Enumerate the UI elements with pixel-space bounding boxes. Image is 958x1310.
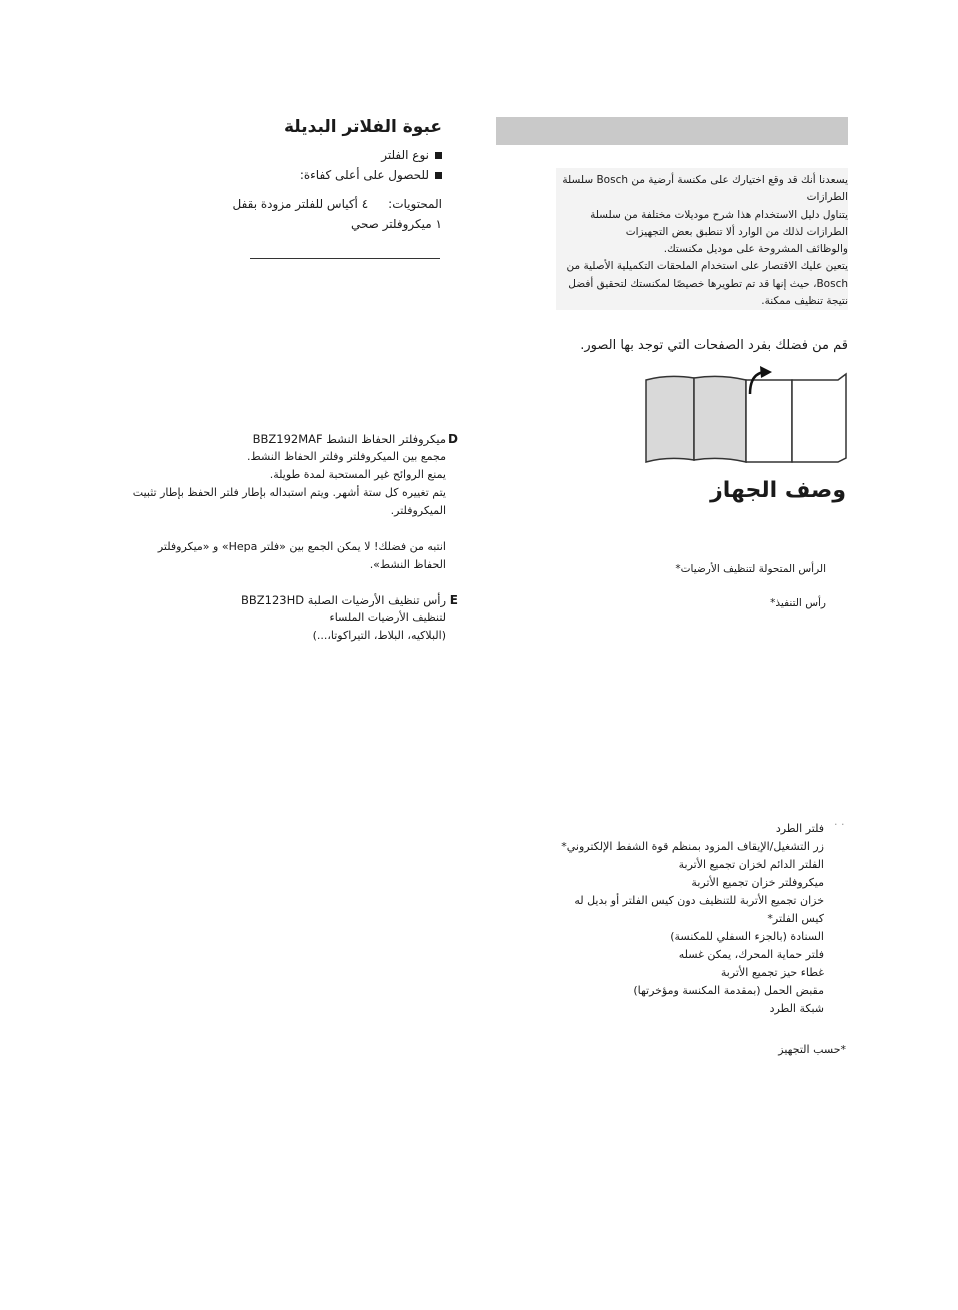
accessory-item-d	[110, 430, 458, 520]
contents-line: ٤ أكياس للفلتر مزودة بقفل	[232, 197, 369, 211]
parts-list	[500, 820, 824, 1018]
intro-line: الطرازات	[806, 191, 848, 204]
intro-line: يسعدنا أنك قد وقع اختيارك على مكنسة أرضية من Bosch سلسلة	[562, 174, 848, 186]
parts-list-item: الفلتر الدائم لخزان تجميع الأتربة	[678, 858, 824, 871]
note-line: الحفاظ النشط».	[369, 558, 446, 571]
item-line: مجمع بين الميكروفلتر وفلتر الحفاظ النشط.	[247, 450, 446, 463]
square-bullet-icon	[435, 152, 442, 159]
intro-line: Bosch، حيث إنها قد تم تطويرها خصيصًا لمكنستك لتحقيق أفضل	[568, 277, 848, 290]
intro-paragraph	[560, 172, 848, 310]
parts-list-item: كيس الفلتر*	[767, 912, 824, 925]
intro-line: يتناول دليل الاستخدام هذا شرح موديلات مختلفة من سلسلة	[590, 208, 848, 221]
page-right-1	[746, 380, 792, 462]
item-line: يمنع الروائح غير المستحبة لمدة طويلة.	[269, 468, 446, 481]
bullet-text: نوع الفلتر	[381, 148, 429, 162]
intro-line: والوظائف المشروحة على موديل مكنستك.	[663, 243, 848, 256]
section-header-bar	[496, 117, 848, 145]
item-line: لتنظيف الأرضيات الملساء	[329, 611, 446, 624]
page-middle-shaded	[694, 376, 746, 462]
parts-list-item: شبكة الطرد	[769, 1002, 824, 1015]
item-letter: D	[448, 432, 458, 446]
intro-line: يتعين عليك الاقتصار على استخدام الملحقات التكميلية الأصلية من	[566, 260, 848, 273]
item-line: الميكروفلتر.	[390, 504, 446, 517]
contents-block	[190, 194, 442, 234]
item-line: (البلاكيه، البلاط، التيراكوتا،...)	[312, 629, 446, 642]
attention-note	[110, 538, 446, 574]
parts-list-item: فلتر حماية المحرك، يمكن غسله	[678, 948, 824, 961]
footnote: *حسب التجهيز	[778, 1043, 846, 1056]
item-heading: ميكروفلتر الحفاظ النشط BBZ192MAF	[252, 432, 446, 446]
intro-line: نتيجة تنظيف ممكنة.	[761, 295, 848, 308]
page-left-shaded	[646, 376, 694, 462]
unfold-arrow-head	[760, 366, 772, 378]
contents-line: ١ ميكروفلتر صحي	[350, 217, 442, 231]
parts-list-item: زر التشغيل/الإيقاف المزود بمنظم قوة الشفط الإلكتروني*	[561, 840, 824, 853]
contents-row	[190, 194, 442, 214]
item-line: يتم تغييره كل ستة أشهر. ويتم استبداله بإطار فلتر الحفظ بإطار تثبيت	[132, 486, 446, 499]
item-letter: E	[449, 593, 458, 607]
parts-list-item: ميكروفلتر خزان تجميع الأتربة	[691, 876, 824, 889]
contents-label: المحتويات:	[388, 197, 442, 211]
accessories-title: عبوة الفلاتر البديلة	[284, 117, 442, 137]
bullet-text: للحصول على أعلى كفاءة:	[299, 168, 429, 182]
device-label: الرأس المتحولة لتنظيف الأرضيات*	[675, 563, 826, 575]
accessory-item-e	[110, 591, 458, 645]
device-label: رأس التنفيذ*	[770, 597, 826, 609]
bullet-filter-type	[194, 148, 442, 162]
contents-row	[190, 214, 442, 234]
unfold-pages-illustration	[640, 364, 850, 464]
parts-list-item: خزان تجميع الأتربة للتنظيف دون كيس الفلتر أو بديل له	[574, 894, 824, 907]
unfold-instruction: قم من فضلك بفرد الصفحات التي توجد بها الصور.	[580, 338, 848, 353]
divider-line	[250, 258, 440, 259]
dots-mark: · ·	[834, 818, 845, 831]
intro-line: الطرازات لذلك من الوارد ألا تنطبق بعض التجهيزات	[625, 225, 848, 238]
device-description-title: وصف الجهاز	[710, 478, 846, 503]
bullet-efficiency	[194, 168, 442, 182]
square-bullet-icon	[435, 172, 442, 179]
page-right-2	[792, 374, 846, 462]
parts-list-item: غطاء حيز تجميع الأتربة	[720, 966, 824, 979]
parts-list-item: السنادة (بالجزء السفلي للمكنسة)	[670, 930, 824, 943]
note-line: انتبه من فضلك! لا يمكن الجمع بين «فلتر Hepa» و «ميكروفلتر	[157, 540, 446, 553]
parts-list-item: مقبض الحمل (بمقدمة المكنسة ومؤخرتها)	[633, 984, 824, 997]
parts-list-item: فلتر الطرد	[775, 822, 824, 835]
item-heading: رأس تنظيف الأرضيات الصلبة BBZ123HD	[241, 593, 446, 607]
